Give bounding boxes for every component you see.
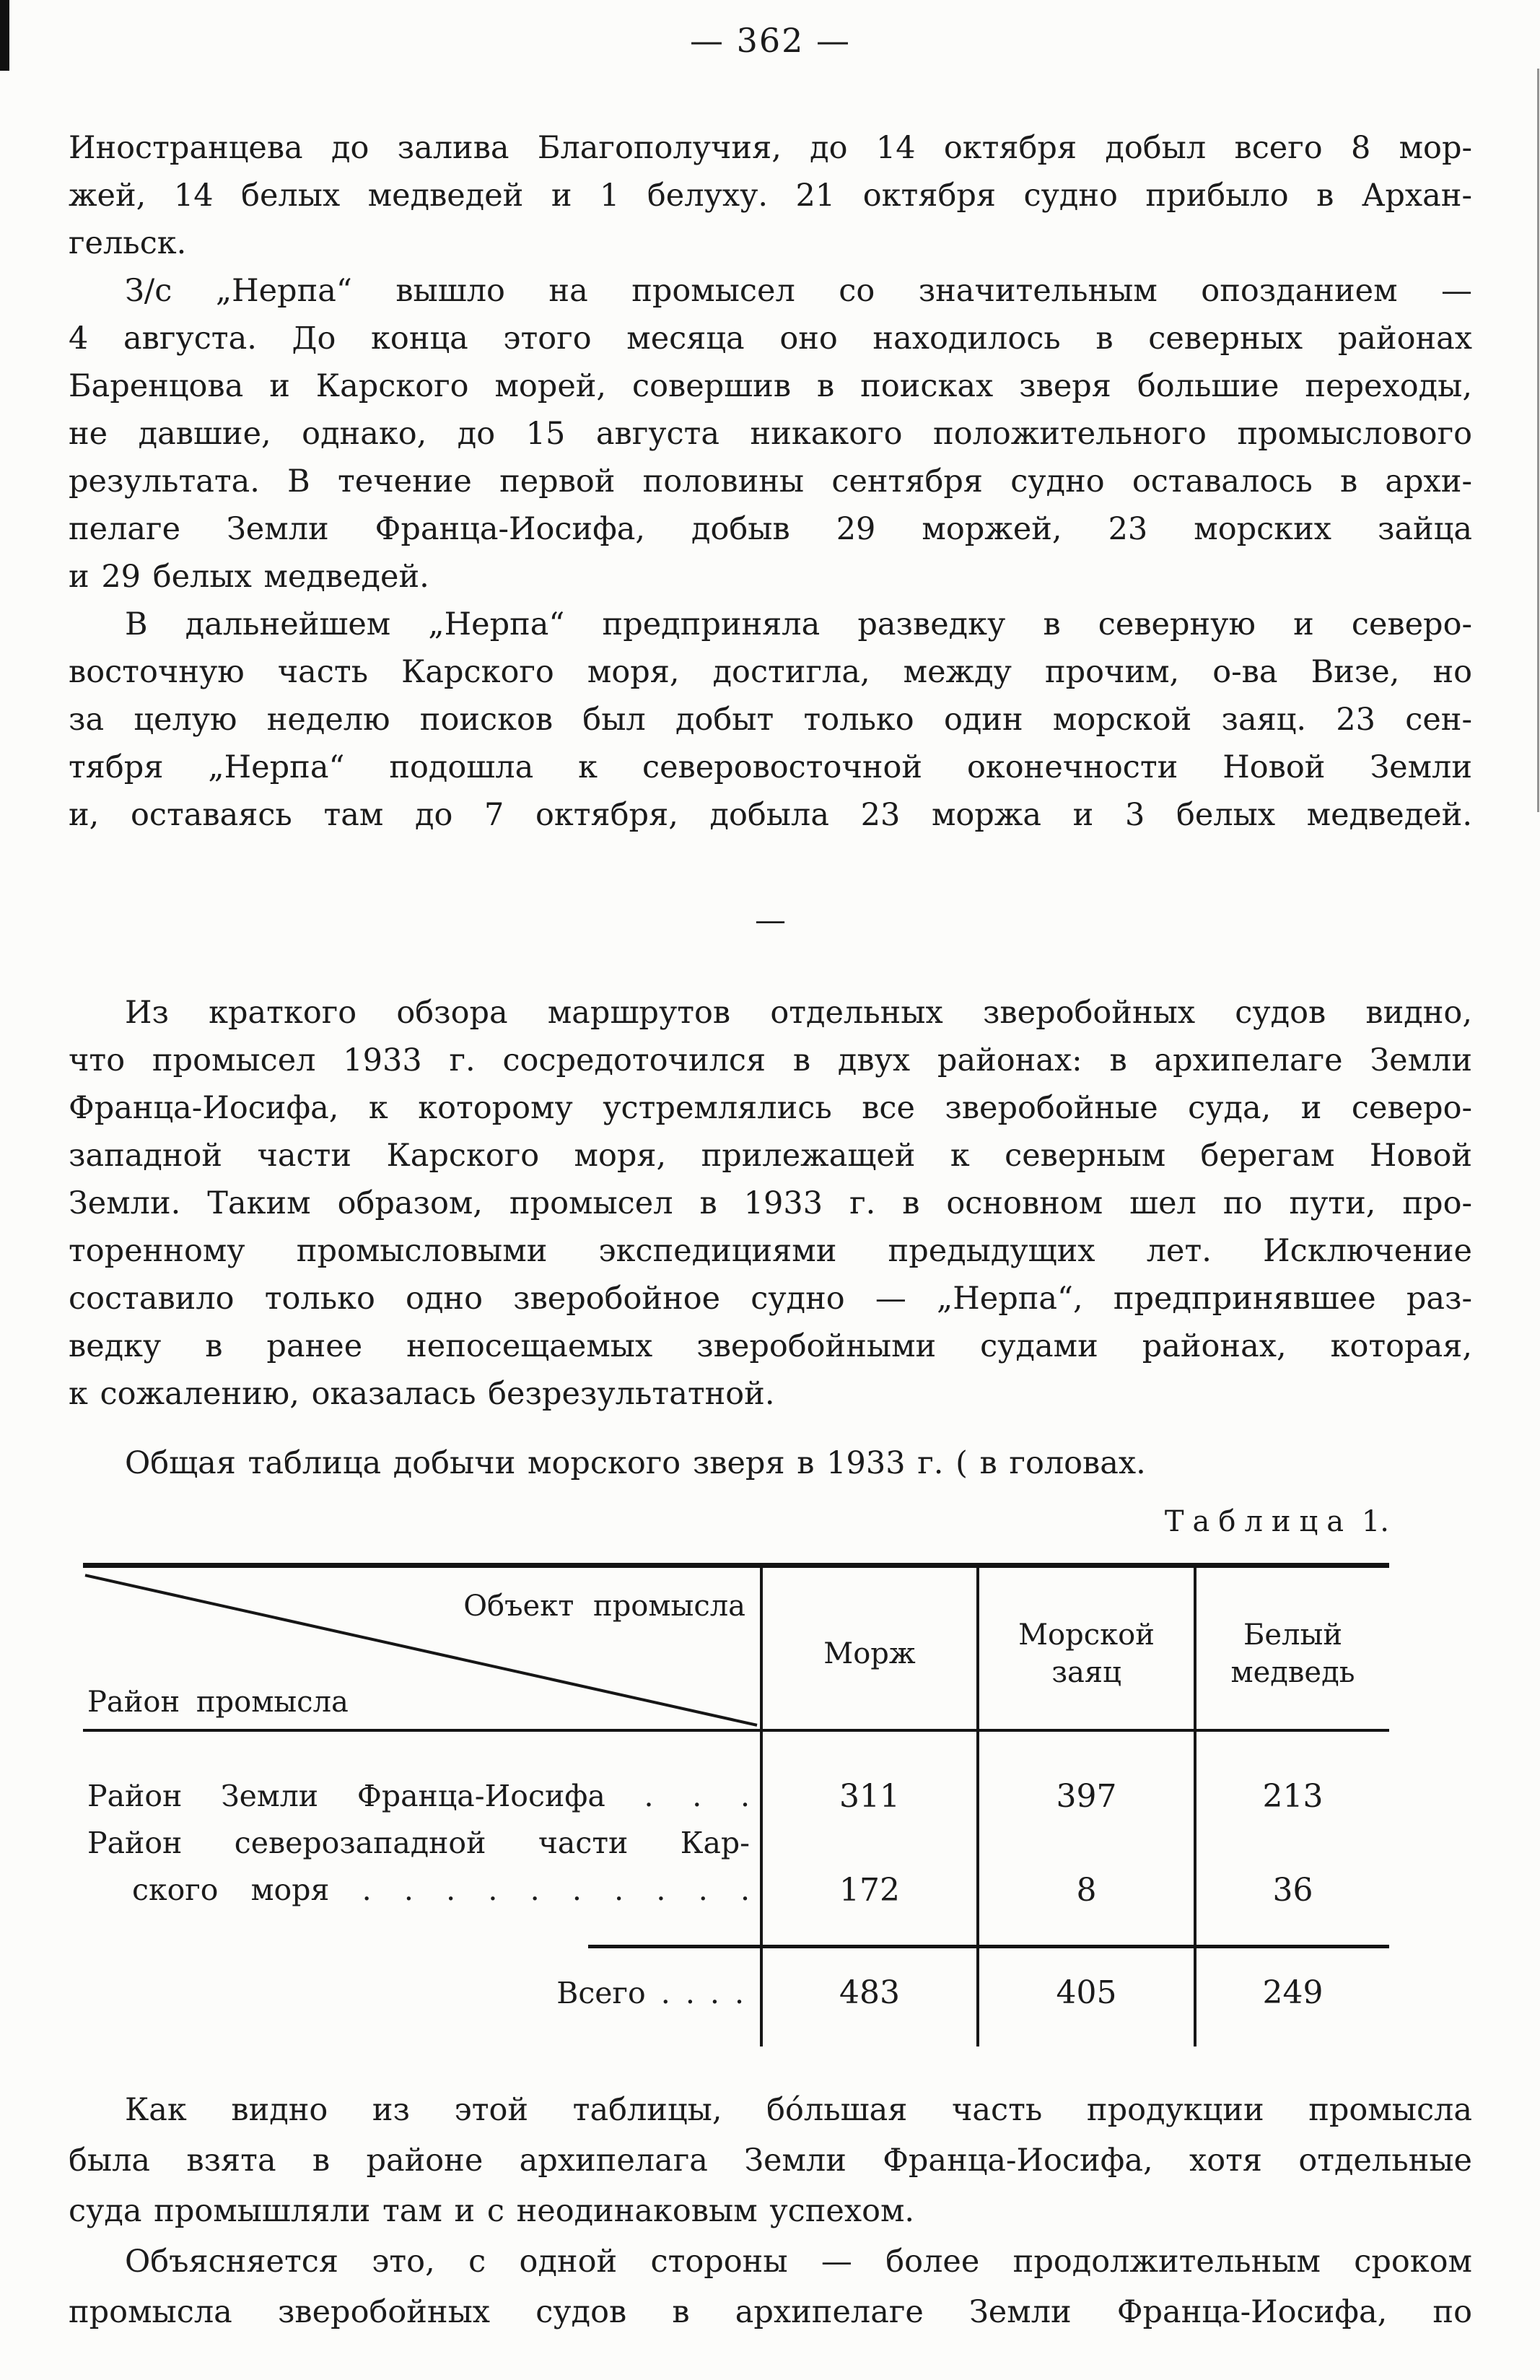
row-labels-cell xyxy=(83,1732,763,1940)
paragraph-4 xyxy=(69,989,1472,1418)
total-value-walrus: 483 xyxy=(763,1940,979,2046)
table-caption xyxy=(83,1504,1389,1539)
table-corner-cell xyxy=(83,1568,763,1729)
bearded-seal-values-cell xyxy=(979,1732,1196,1940)
table-body xyxy=(83,1732,1389,1940)
text-line: Как видно из этой таблицы, бо́льшая часть продукции промысла xyxy=(125,2092,1472,2128)
column-header-walrus: Морж xyxy=(763,1568,979,1729)
text-line: суда промышляли там и с неодинаковым успехом. xyxy=(69,2193,915,2229)
text-line: торенному промысловыми экспедициями предыдущих лет. Исключение xyxy=(69,1233,1472,1269)
total-value-bearded-seal: 405 xyxy=(979,1940,1196,2046)
paragraph-2 xyxy=(69,267,1472,601)
total-value-polar-bear: 249 xyxy=(1262,1974,1324,2011)
text-line: Иностранцева до залива Благополучия, до 14 октября добыл всего 8 мор- xyxy=(69,130,1472,166)
polar-bear-values-cell xyxy=(1196,1732,1389,1940)
table-caption-word: Таблица xyxy=(1164,1505,1353,1538)
text-block xyxy=(69,124,1472,2337)
text-line: к сожалению, оказалась безрезультатной. xyxy=(69,1376,775,1412)
table-caption-number: 1. xyxy=(1361,1505,1389,1538)
text-line: западной части Карского моря, прилежащей к северным берегам Новой xyxy=(69,1138,1472,1174)
text-line: гельск. xyxy=(69,225,187,261)
text-line: за целую неделю поисков был добыт только один морской заяц. 23 сен- xyxy=(69,702,1472,738)
column-header-bearded-seal: Морской заяц xyxy=(979,1568,1196,1729)
text-line: В дальнейшем „Нерпа“ предприняла разведку в северную и северо- xyxy=(125,606,1472,642)
column-header-polar-bear: Белый медведь xyxy=(1230,1618,1355,1689)
text-line: пелаге Земли Франца-Иосифа, добыв 29 моржей, 23 морских зайца xyxy=(69,511,1472,547)
paragraph-1 xyxy=(69,124,1472,267)
text-line: ведку в ранее непосещаемых зверобойными судами районах, которая, xyxy=(69,1328,1472,1364)
walrus-values-cell xyxy=(763,1732,979,1940)
catch-table xyxy=(83,1563,1389,2046)
section-divider-dash: — xyxy=(755,902,786,938)
text-line: и 29 белых медведей. xyxy=(69,559,429,595)
text-line: результата. В течение первой половины сентября судно оставалось в архи- xyxy=(69,463,1472,500)
text-line: Объясняется это, с одной стороны — более продолжительным сроком xyxy=(125,2244,1472,2280)
scan-corner-artifact xyxy=(0,0,9,71)
text-line: Из краткого обзора маршрутов отдельных зверобойных судов видно, xyxy=(125,995,1472,1031)
text-line: тября „Нерпа“ подошла к северовосточной оконечности Новой Земли xyxy=(69,749,1472,785)
text-line: не давшие, однако, до 15 августа никакого положительного промыслового xyxy=(69,416,1472,452)
text-line: промысла зверобойных судов в архипелаге Земли Франца-Иосифа, по xyxy=(69,2294,1472,2330)
page-number: — 362 — xyxy=(689,21,852,60)
corner-label-object: Объект промысла xyxy=(463,1590,745,1623)
text-line: что промысел 1933 г. сосредоточился в двух районах: в архипелаге Земли xyxy=(69,1042,1472,1078)
table-value: 311 xyxy=(839,1778,900,1815)
table-value: 8 xyxy=(1076,1872,1097,1909)
text-line: и, оставаясь там до 7 октября, добыла 23 моржа и 3 белых медведей. xyxy=(69,797,1472,833)
table-value: 397 xyxy=(1056,1778,1117,1815)
row-label-continuation: ского моря . . . . . . . . . . xyxy=(132,1873,750,1907)
total-separator-rule xyxy=(588,1945,1389,1948)
row-label: Район Земли Франца-Иосифа . . . xyxy=(87,1779,750,1813)
text-line: З/с „Нерпа“ вышло на промысел со значительным опозданием — xyxy=(125,273,1472,309)
row-label: Район северозападной части Кар- xyxy=(87,1826,750,1860)
table-total-row xyxy=(83,1940,1389,2046)
text-line: 4 августа. До конца этого месяца оно находилось в северных районах xyxy=(69,321,1472,357)
table-header-row xyxy=(83,1568,1389,1732)
table-value: 172 xyxy=(839,1872,900,1909)
text-line: была взята в районе архипелага Земли Франца-Иосифа, хотя отдельные xyxy=(69,2143,1472,2179)
paragraph-7 xyxy=(69,2236,1472,2337)
corner-label-region: Район промысла xyxy=(87,1686,349,1719)
text-line: составило только одно зверобойное судно — „Нерпа“, предпринявшее раз- xyxy=(69,1281,1472,1317)
text-line: Земли. Таким образом, промысел в 1933 г. в основном шел по пути, про- xyxy=(69,1185,1472,1221)
text-line: Франца-Иосифа, к которому устремлялись все зверобойные суда, и северо- xyxy=(69,1090,1472,1126)
table-value: 213 xyxy=(1262,1778,1324,1815)
paragraph-3 xyxy=(69,601,1472,839)
text-line: Баренцова и Карского морей, совершив в поисках зверя большие переходы, xyxy=(69,368,1472,404)
paragraph-6 xyxy=(69,2085,1472,2236)
table-value: 36 xyxy=(1272,1872,1313,1909)
scan-edge-artifact xyxy=(1537,69,1539,812)
total-label: Всего . . . . xyxy=(83,1940,763,2046)
paragraph-5 xyxy=(69,1439,1472,1487)
text-line: Общая таблица добычи морского зверя в 1933 г. ( в головах. xyxy=(125,1445,1146,1481)
text-line: жей, 14 белых медведей и 1 белуху. 21 октября судно прибыло в Архан- xyxy=(69,178,1472,214)
text-line: восточную часть Карского моря, достигла, между прочим, о-ва Визе, но xyxy=(69,654,1472,690)
